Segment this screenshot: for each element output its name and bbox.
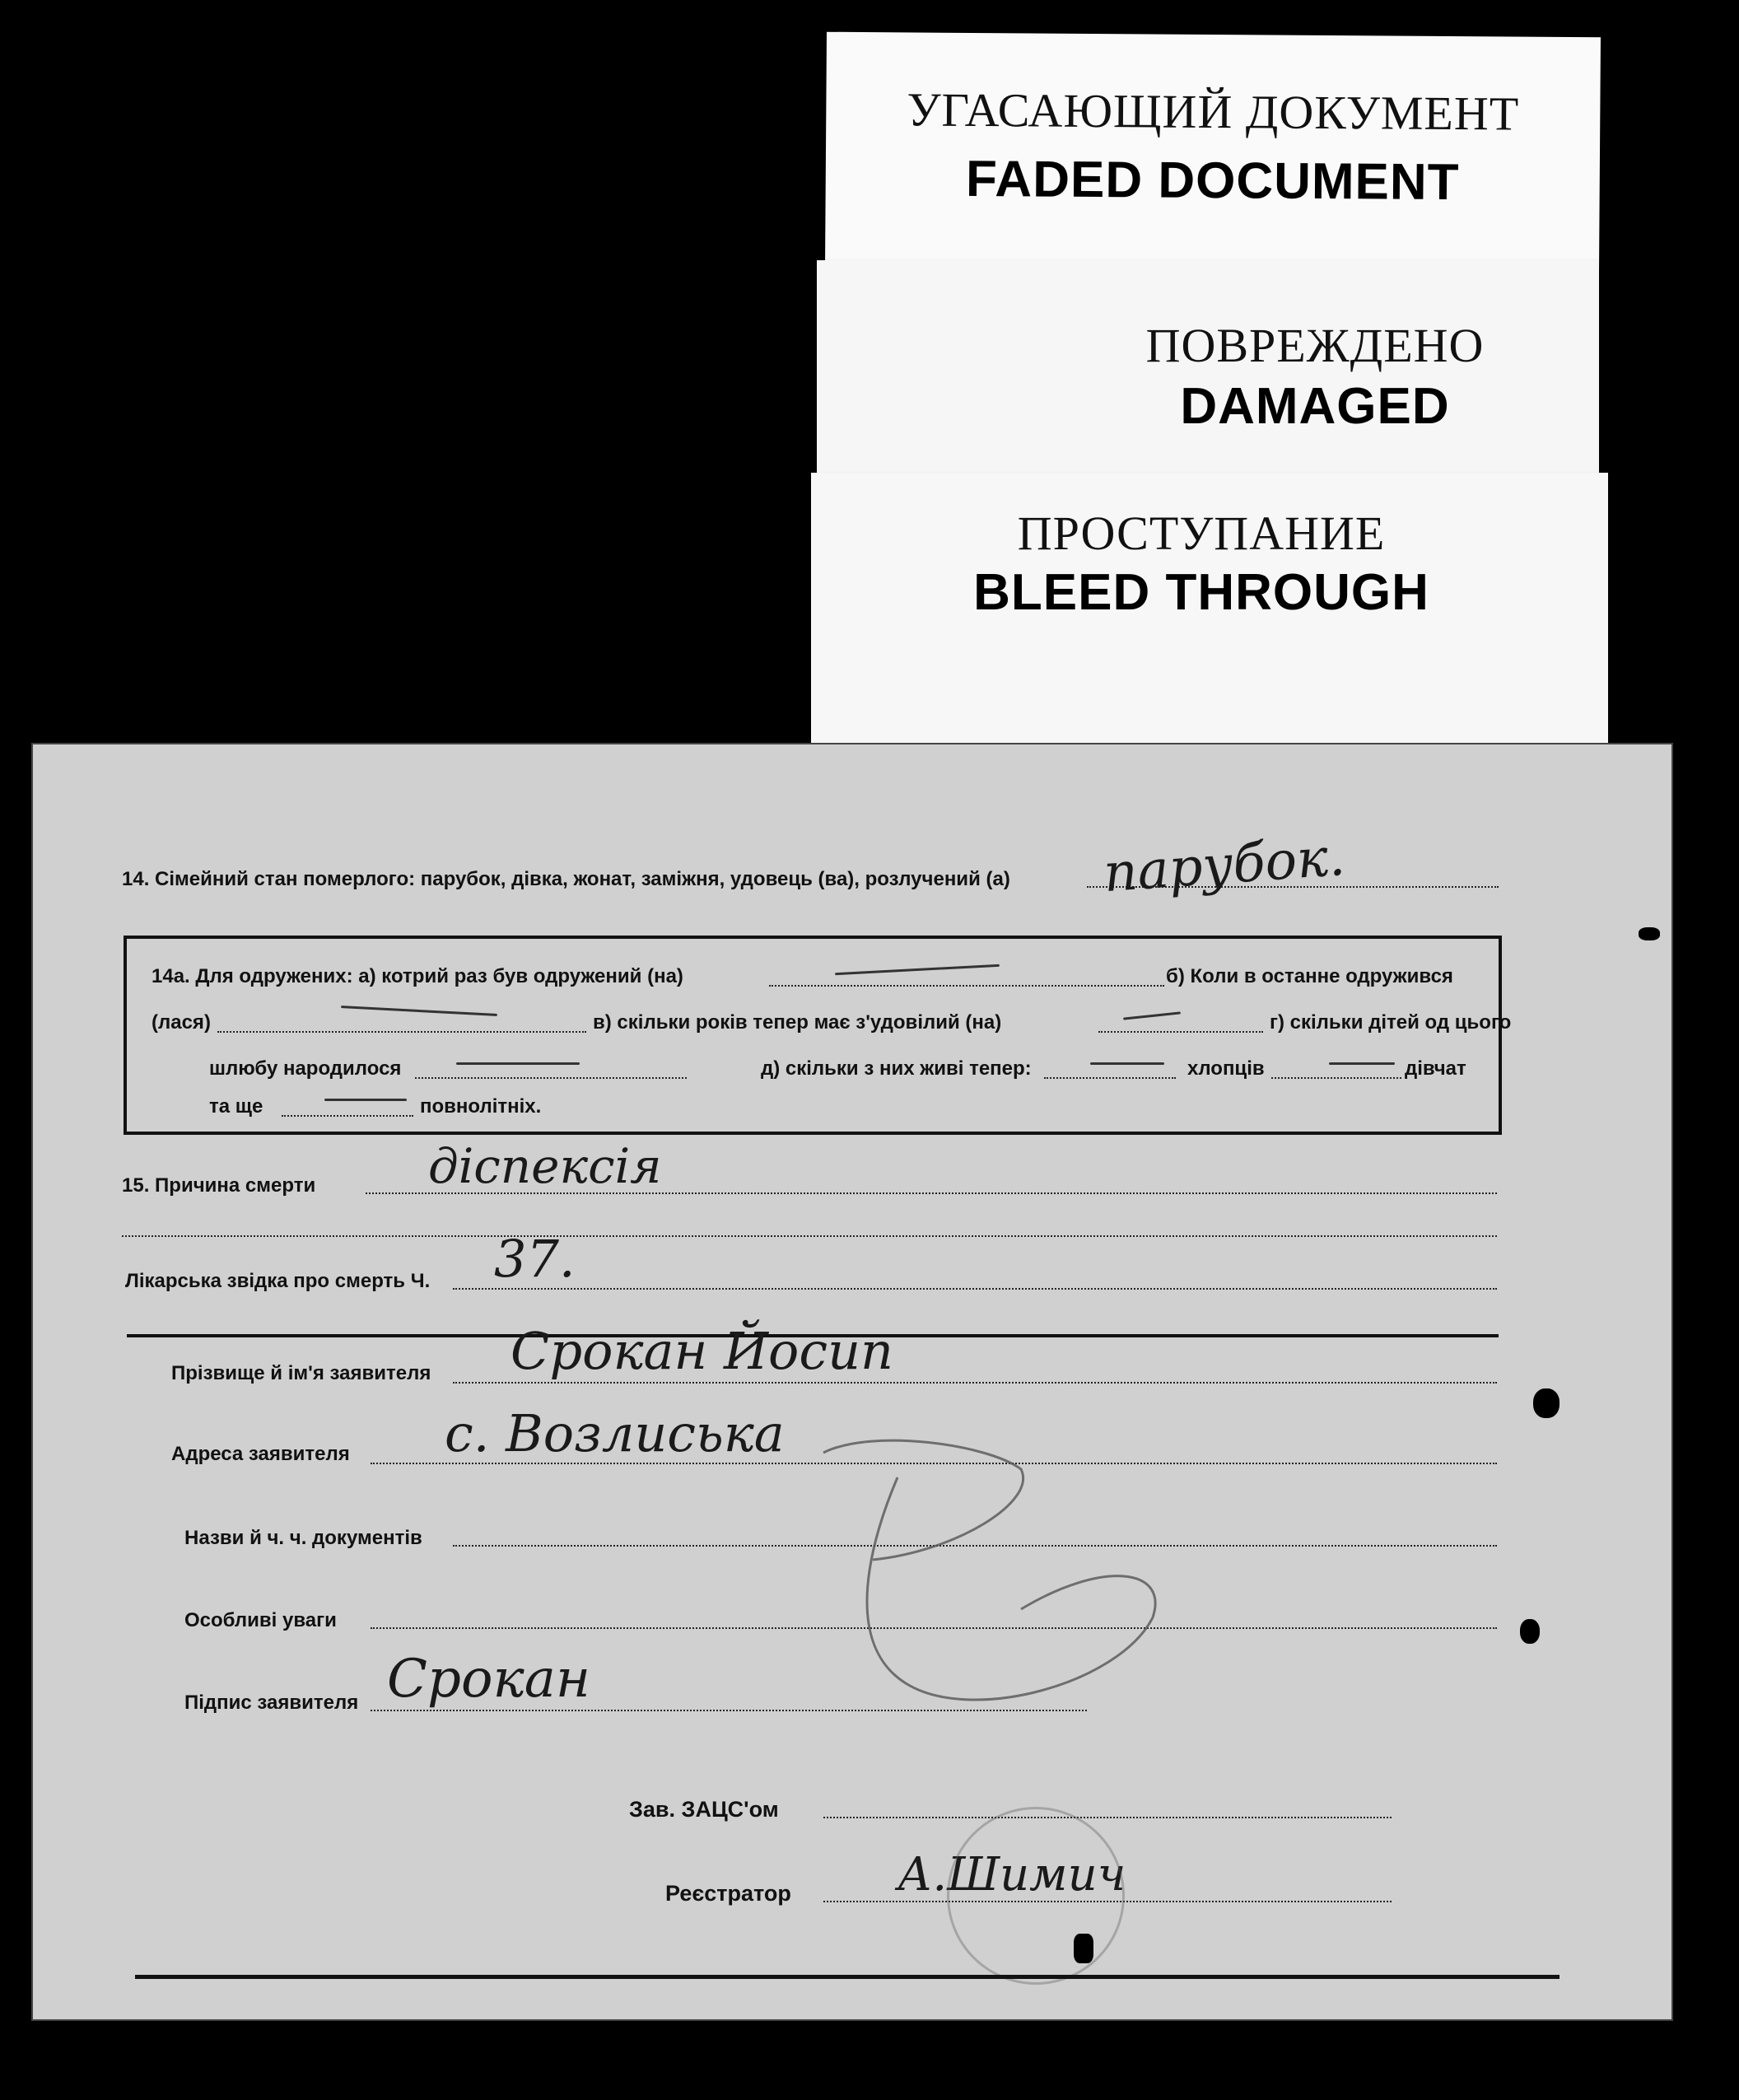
q14a-line1-label: 14а. Для одружених: а) котрий раз був одружений (на) [152, 965, 683, 987]
faded-document-label [825, 32, 1601, 273]
q14-marital-status-label: 14. Сімейний стан померлого: парубок, дівка, жонат, заміжня, удовець (ва), розлучений (а) [122, 868, 1010, 890]
q14a-line3-label: шлюбу народилося [209, 1057, 402, 1080]
q14a-when-line [217, 1031, 586, 1033]
special-notes-label: Особливі уваги [184, 1609, 337, 1631]
bleed-through-label [811, 473, 1608, 744]
q14a-children-born-dash [456, 1062, 580, 1065]
q14a-boys-label: хлопців [1187, 1057, 1265, 1080]
q15-extra-line [122, 1235, 1497, 1237]
medical-certificate-line [453, 1288, 1497, 1290]
q14a-years-widowed-label: в) скільки років тепер має з'удовілий (на) [593, 1011, 1002, 1034]
applicant-address-handwritten: с. Возлиська [445, 1403, 785, 1463]
damage-hole [1639, 927, 1660, 940]
stamp-mark [947, 1807, 1125, 1985]
applicant-name-line [453, 1382, 1497, 1384]
medical-certificate-number: 37. [494, 1229, 576, 1289]
q14a-children-label: г) скільки дітей од цього [1270, 1011, 1512, 1034]
head-office-label: Зав. ЗАЦС'ом [629, 1797, 779, 1822]
q14a-girls-label: дівчат [1405, 1057, 1466, 1080]
applicant-name-handwritten: Срокан Йосип [511, 1321, 893, 1381]
damage-hole [1520, 1619, 1540, 1644]
applicant-name-label: Прізвище й ім'я заявителя [171, 1362, 431, 1384]
q14a-children-born-line [415, 1077, 687, 1079]
q14a-adults-dash [324, 1099, 407, 1101]
applicant-signature-handwritten: Срокан [387, 1649, 590, 1710]
q14a-adults-label: повнолітніх. [420, 1095, 542, 1118]
bleed-through-marks [774, 1436, 1268, 1782]
q15-answer-handwritten: діспексія [428, 1138, 662, 1194]
damaged-label [817, 260, 1599, 479]
bottom-rule [135, 1975, 1560, 1979]
faded-label-en: FADED DOCUMENT [965, 150, 1460, 212]
damaged-label-en: DAMAGED [1180, 378, 1450, 435]
faded-label-ru: УГАСАЮЩИЙ ДОКУМЕНТ [907, 82, 1520, 141]
medical-certificate-label: Лікарська звідка про смерть Ч. [125, 1270, 431, 1292]
documents-label: Назви й ч. ч. документів [184, 1527, 422, 1549]
damaged-label-ru: ПОВРЕЖДЕНО [1145, 319, 1485, 372]
q14a-line2-label: (лася) [152, 1011, 211, 1034]
q14a-years-widowed-line [1098, 1031, 1263, 1033]
bleed-label-ru: ПРОСТУПАНИЕ [1017, 506, 1386, 560]
q14a-line4-label: та ще [209, 1095, 263, 1118]
q14a-times-married-dash [835, 964, 1000, 975]
q14a-boys-line [1271, 1077, 1401, 1079]
q14a-alive-label: д) скільки з них живі тепер: [761, 1057, 1032, 1080]
q14a-boys-dash [1329, 1062, 1395, 1065]
bleed-label-en: BLEED THROUGH [973, 564, 1429, 621]
q14-answer-handwritten: парубок. [1101, 826, 1347, 905]
q14a-years-widowed-dash [1123, 1011, 1181, 1020]
q14a-married-box [124, 936, 1512, 1135]
head-office-line [823, 1817, 1392, 1818]
q14a-alive-line [1044, 1077, 1176, 1079]
registrar-label: Реєстратор [665, 1881, 791, 1906]
q14a-times-married-line [769, 985, 1164, 987]
q14a-when-dash [341, 1006, 497, 1016]
damage-hole [1074, 1934, 1093, 1963]
damage-hole [1533, 1388, 1560, 1418]
q14a-when-married-label: б) Коли в останне одружився [1166, 965, 1453, 987]
q14a-adults-line [282, 1115, 413, 1117]
q15-cause-of-death-label: 15. Причина смерти [122, 1174, 316, 1197]
registrar-signature: А.Шимич [897, 1848, 1126, 1902]
q14a-alive-dash [1090, 1062, 1164, 1065]
applicant-address-label: Адреса заявителя [171, 1443, 350, 1465]
record-form-sheet [31, 743, 1673, 2021]
applicant-signature-label: Підпис заявителя [184, 1692, 359, 1714]
